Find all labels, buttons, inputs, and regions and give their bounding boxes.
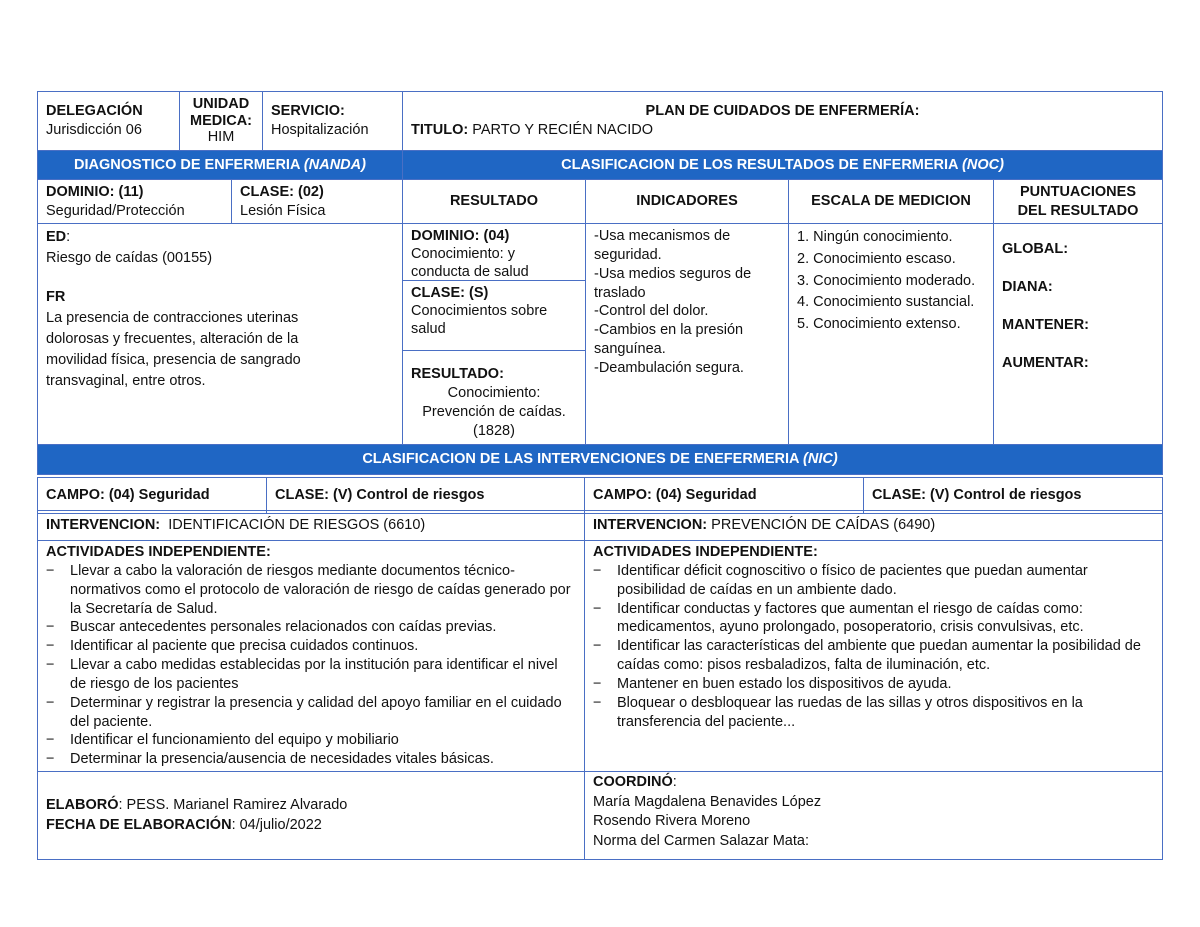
actividad-item: − Identificar las características del ambiente que puedan aumentar la posibilidad de caídas como: pisos resbaladizos, falta de iluminación, etc. bbox=[593, 637, 1154, 675]
noc-dominio-label: DOMINIO: (04) bbox=[411, 228, 510, 244]
noc-clase-value: Conocimientos sobre salud bbox=[411, 303, 548, 338]
nic-right-clase-cell bbox=[863, 477, 1163, 514]
nic-left-campo-value: (04) Seguridad bbox=[108, 487, 210, 504]
indicador-item: -Cambios en la presión sanguínea. bbox=[594, 322, 744, 358]
escala-item: 4. Conocimiento sustancial. bbox=[797, 294, 975, 311]
nanda-dominio-label: DOMINIO: (11) bbox=[46, 183, 144, 200]
fecha-label: FECHA DE ELABORACIÓN bbox=[46, 816, 232, 833]
noc-resultado-label: RESULTADO: bbox=[411, 366, 504, 382]
noc-resultado-cell bbox=[402, 350, 586, 445]
nic-left-actividades-cell bbox=[37, 540, 585, 772]
servicio-value: Hospitalización bbox=[271, 122, 369, 138]
coordino-cell bbox=[584, 771, 1163, 860]
noc-resultado-value-2: Prevención de caídas. bbox=[422, 403, 566, 420]
nanda-clase-cell bbox=[231, 179, 403, 224]
nic-left-clase-value: (V) Control de riesgos bbox=[333, 487, 485, 504]
coordino-colon: : bbox=[672, 774, 677, 790]
nanda-band-text: DIAGNOSTICO DE ENFERMERIA bbox=[74, 156, 304, 173]
ed-colon: : bbox=[66, 229, 71, 245]
noc-puntuaciones-cell bbox=[993, 223, 1163, 445]
noc-escala-cell bbox=[788, 223, 994, 445]
ed-value: Riesgo de caídas (00155) bbox=[46, 250, 213, 267]
coordinador-item: María Magdalena Benavides López bbox=[593, 793, 822, 810]
nic-left-campo-cell bbox=[37, 477, 267, 514]
servicio-cell bbox=[262, 91, 403, 151]
titulo-label: TITULO: bbox=[411, 122, 469, 138]
actividad-item: − Identificar déficit cognoscitivo o físico de pacientes que puedan aumentar posibilidad de caídas en un ambiente dado. bbox=[593, 562, 1154, 600]
nic-left-actividades-list bbox=[46, 562, 576, 769]
nic-right-intervencion-cell bbox=[584, 510, 1163, 541]
nic-right-intervencion-label: INTERVENCION: bbox=[593, 517, 708, 534]
nic-left-intervencion bbox=[46, 516, 576, 535]
nic-band-em: (NIC) bbox=[803, 451, 838, 468]
nic-right-campo-cell bbox=[584, 477, 864, 514]
actividad-item: − Determinar la presencia/ausencia de necesidades vitales básicas. bbox=[46, 750, 576, 769]
puntuacion-mantener: MANTENER: bbox=[1002, 317, 1089, 333]
nic-left-actividades-label: ACTIVIDADES INDEPENDIENTE: bbox=[46, 544, 271, 560]
unidad-value: HIM bbox=[207, 129, 235, 146]
nic-right-intervencion-value: PREVENCIÓN DE CAÍDAS (6490) bbox=[711, 517, 936, 534]
ed-line bbox=[46, 227, 394, 248]
coordinador-item: Norma del Carmen Salazar Mata: bbox=[593, 832, 809, 849]
plan-title: PLAN DE CUIDADOS DE ENFERMERÍA: bbox=[645, 103, 920, 120]
coordinador-item: Rosendo Rivera Moreno bbox=[593, 813, 751, 830]
delegacion-label: DELEGACIÓN bbox=[46, 103, 143, 120]
nic-right-actividades-list bbox=[593, 562, 1154, 732]
nic-right-intervencion bbox=[593, 516, 1154, 535]
plan-title-cell bbox=[402, 91, 1163, 151]
noc-resultado-value-3: (1828) bbox=[473, 422, 515, 439]
actividad-item: − Llevar a cabo medidas establecidas por la institución para identificar el nivel de riesgo de los pacientes bbox=[46, 656, 576, 694]
elaboro-label: ELABORÓ bbox=[46, 796, 119, 813]
nanda-band bbox=[37, 150, 403, 180]
nic-band bbox=[37, 444, 1163, 475]
escala-item: 1. Ningún conocimiento. bbox=[797, 229, 953, 245]
nic-right-clase-label: CLASE: bbox=[872, 487, 926, 504]
noc-col-puntuaciones-line1: PUNTUACIONES bbox=[1019, 184, 1136, 201]
escala-item: 5. Conocimiento extenso. bbox=[797, 316, 961, 332]
delegacion-cell bbox=[37, 91, 180, 151]
nanda-dominio-cell bbox=[37, 179, 232, 224]
noc-col-puntuaciones bbox=[993, 179, 1163, 224]
unidad-label-line2: MEDICA: bbox=[189, 112, 253, 129]
actividad-item: − Bloquear o desbloquear las ruedas de las sillas y otros dispositivos en la transferencia del paciente... bbox=[593, 694, 1154, 732]
titulo-value: PARTO Y RECIÉN NACIDO bbox=[472, 122, 653, 138]
nanda-clase-label: CLASE: (02) bbox=[240, 183, 324, 200]
nic-left-intervencion-label: INTERVENCION: bbox=[46, 517, 161, 534]
puntuacion-global: GLOBAL: bbox=[1002, 241, 1069, 257]
nanda-dominio-value: Seguridad/Protección bbox=[46, 202, 185, 219]
escala-item: 2. Conocimiento escaso. bbox=[797, 250, 956, 267]
indicador-item: -Usa mecanismos de seguridad. bbox=[594, 228, 731, 263]
actividad-item: − Llevar a cabo la valoración de riesgos mediante documentos técnico-normativos como el protocolo de valoración de riesgo de caídas generado por la Secretaría de Salud. bbox=[46, 562, 576, 619]
indicador-item: -Usa medios seguros de traslado bbox=[594, 265, 752, 301]
puntuacion-diana: DIANA: bbox=[1002, 279, 1053, 295]
servicio-label: SERVICIO: bbox=[271, 103, 345, 120]
noc-band bbox=[402, 150, 1163, 180]
actividad-item: − Identificar el funcionamiento del equipo y mobiliario bbox=[46, 731, 576, 750]
noc-col-resultado bbox=[402, 179, 586, 224]
noc-indicadores-cell bbox=[585, 223, 789, 445]
fecha-value: : 04/julio/2022 bbox=[231, 816, 322, 833]
escala-item: 3. Conocimiento moderado. bbox=[797, 272, 976, 289]
noc-col-escala-label: ESCALA DE MEDICION bbox=[811, 193, 971, 210]
nic-left-clase-cell bbox=[266, 477, 585, 514]
noc-col-escala bbox=[788, 179, 994, 224]
noc-resultado-value-1: Conocimiento: bbox=[447, 384, 541, 401]
coordino-label: COORDINÓ bbox=[593, 774, 673, 790]
indicador-item: -Control del dolor. bbox=[594, 303, 709, 320]
nic-left-clase-label: CLASE: bbox=[275, 487, 329, 504]
nic-band-text: CLASIFICACION DE LAS INTERVENCIONES DE ENEFERMERIA bbox=[362, 451, 804, 468]
indicador-item: -Deambulación segura. bbox=[594, 359, 744, 376]
nic-right-campo bbox=[593, 486, 855, 505]
unidad-cell bbox=[179, 91, 263, 151]
nanda-diagnosis-cell bbox=[37, 223, 403, 445]
actividad-item: − Determinar y registrar la presencia y calidad del apoyo familiar en el cuidado del paciente. bbox=[46, 694, 576, 732]
actividad-item: − Buscar antecedentes personales relacionados con caídas previas. bbox=[46, 618, 576, 637]
elaboro-cell bbox=[37, 771, 585, 860]
nic-right-actividades-cell bbox=[584, 540, 1163, 772]
noc-col-indicadores-label: INDICADORES bbox=[636, 193, 738, 210]
elaboro-line bbox=[46, 796, 576, 816]
noc-col-resultado-label: RESULTADO bbox=[449, 193, 539, 210]
nic-right-campo-value: (04) Seguridad bbox=[655, 487, 757, 504]
elaboro-value: : PESS. Marianel Ramirez Alvarado bbox=[118, 796, 348, 813]
fr-value: La presencia de contracciones uterinas dolorosas y frecuentes, alteración de la movilidad física, presencia de sangrado transvaginal, entre otros. bbox=[46, 310, 301, 390]
nic-right-clase bbox=[872, 486, 1154, 505]
delegacion-value: Jurisdicción 06 bbox=[46, 122, 142, 138]
unidad-label-line1: UNIDAD bbox=[192, 95, 250, 112]
actividad-item: − Identificar al paciente que precisa cuidados continuos. bbox=[46, 637, 576, 656]
fr-label: FR bbox=[46, 289, 66, 306]
nic-left-campo bbox=[46, 486, 258, 505]
puntuacion-aumentar: AUMENTAR: bbox=[1002, 355, 1089, 371]
actividad-item: − Identificar conductas y factores que aumentan el riesgo de caídas como: medicamentos, ayuno prolongado, posoperatorio, crisis convulsivas, etc. bbox=[593, 600, 1154, 638]
nanda-band-em: (NANDA) bbox=[303, 156, 366, 173]
nic-right-campo-label: CAMPO: bbox=[593, 487, 652, 504]
noc-clase-cell bbox=[402, 280, 586, 351]
nic-right-clase-value: (V) Control de riesgos bbox=[930, 487, 1082, 504]
noc-clase-label: CLASE: (S) bbox=[411, 285, 489, 301]
noc-col-indicadores bbox=[585, 179, 789, 224]
noc-col-puntuaciones-line2: DEL RESULTADO bbox=[1017, 202, 1139, 219]
nic-left-campo-label: CAMPO: bbox=[46, 487, 105, 504]
nanda-clase-value: Lesión Física bbox=[240, 202, 326, 219]
ed-label: ED bbox=[46, 229, 67, 245]
noc-band-em: (NOC) bbox=[962, 156, 1004, 173]
nic-left-intervencion-cell bbox=[37, 510, 585, 541]
noc-dominio-cell bbox=[402, 223, 586, 281]
nic-right-actividades-label: ACTIVIDADES INDEPENDIENTE: bbox=[593, 544, 818, 560]
noc-band-text: CLASIFICACION DE LOS RESULTADOS DE ENFERMERIA bbox=[561, 156, 963, 173]
care-plan-table bbox=[37, 91, 1163, 860]
titulo-line bbox=[411, 121, 1154, 140]
nic-left-intervencion-value: IDENTIFICACIÓN DE RIESGOS (6610) bbox=[168, 517, 426, 534]
nic-left-clase bbox=[275, 486, 576, 505]
noc-dominio-value: Conocimiento: y conducta de salud bbox=[411, 246, 529, 281]
fecha-line bbox=[46, 816, 576, 836]
coordino-line bbox=[593, 773, 1154, 793]
actividad-item: − Mantener en buen estado los dispositivos de ayuda. bbox=[593, 675, 1154, 694]
